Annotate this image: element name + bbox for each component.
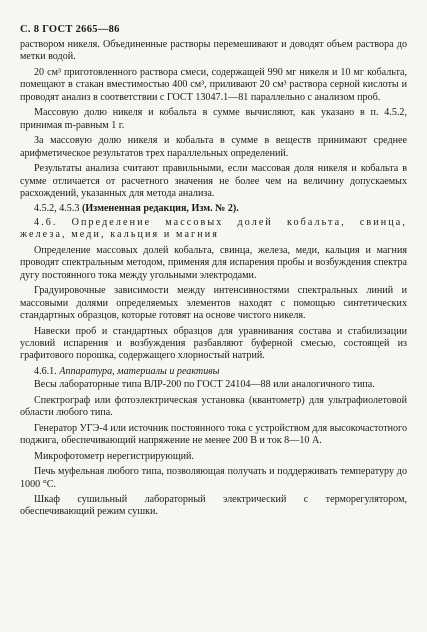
amendment-label: (Измененная редакция, Изм. № 2). [81,203,239,215]
paragraph: Градуировочные зависимости между интенсивностями спектральных линий и массовыми долями определяемых элементов находят с помощью синтетических стандартных образцов, которые готовят на основе чистого никеля. [20,285,407,322]
paragraph: Шкаф сушильный лабораторный электрический с терморегулятором, обеспечивающий режим сушки. [20,493,407,518]
paragraph: Навески проб и стандартных образцов для уравнивания состава и стабилизации условий испарения и возбуждения разбавляют буферной смесью, состоящей из графитового порошка, содержащего хлорностый натрий. [20,325,407,362]
subsection-heading [20,366,407,378]
paragraph: Спектрограф или фотоэлектрическая установка (квантометр) для ультрафиолетовой области любого типа. [20,394,407,419]
paragraph: 20 см³ приготовленного раствора смеси, содержащей 990 мг никеля и 10 мг кобальта, помещают в стакан вместимостью 400 см³, приливают 20 см³ раствора серной кислоты и проводят анализ в соответствии с ГОСТ 13047.1—81 параллельно с анализом проб. [20,66,407,103]
subsection-number: 4.6.1. [34,365,57,377]
paragraph: Определение массовых долей кобальта, свинца, железа, меди, кальция и магния проводят спектральным методом, применяя для испарения пробы и возбуждения спектра дугу постоянного тока между угольными электродами. [20,244,407,281]
paragraph: Печь муфельная любого типа, позволяющая получать и поддерживать температуру до 1000 °С. [20,466,407,490]
document-body [20,39,407,522]
section-heading: 4.6. Определение массовых долей кобальта, свинца, железа, меди, кальция и магния [20,216,407,241]
paragraph: Результаты анализа считают правильными, если массовая доля никеля и кобальта в сумме отличается от расчетного значения не более чем на величину допускаемых расхождений, указанных для метода анализа. [20,163,407,199]
paragraph: Генератор УГЭ-4 или источник постоянного тока с устройством для высокочастотного поджига, обеспечивающий напряжение не менее 200 В и ток 8—10 А. [20,422,407,447]
page-header: С. 8 ГОСТ 2665—86 [20,24,120,35]
paragraph: Микрофотометр нерегистрирующий. [34,450,194,462]
amendment-note [20,203,407,215]
paragraph: Массовую долю никеля и кобальта в сумме вычисляют, как указано в п. 4.5.2, принимая m-равным 1 г. [20,107,407,131]
paragraph: За массовую долю никеля и кобальта в сумме в веществ принимают среднее арифметическое результатов трех параллельных определений. [20,135,407,159]
subsection-title: Аппаратура, материалы и реактивы [59,365,220,377]
paragraph: раствором никеля. Объединенные растворы перемешивают и доводят объем раствора до метки водой. [20,39,407,63]
clause-ref: 4.5.2, 4.5.3 [34,203,80,215]
paragraph: Весы лабораторные типа ВЛР-200 по ГОСТ 24104—88 или аналогичного типа. [34,379,375,391]
